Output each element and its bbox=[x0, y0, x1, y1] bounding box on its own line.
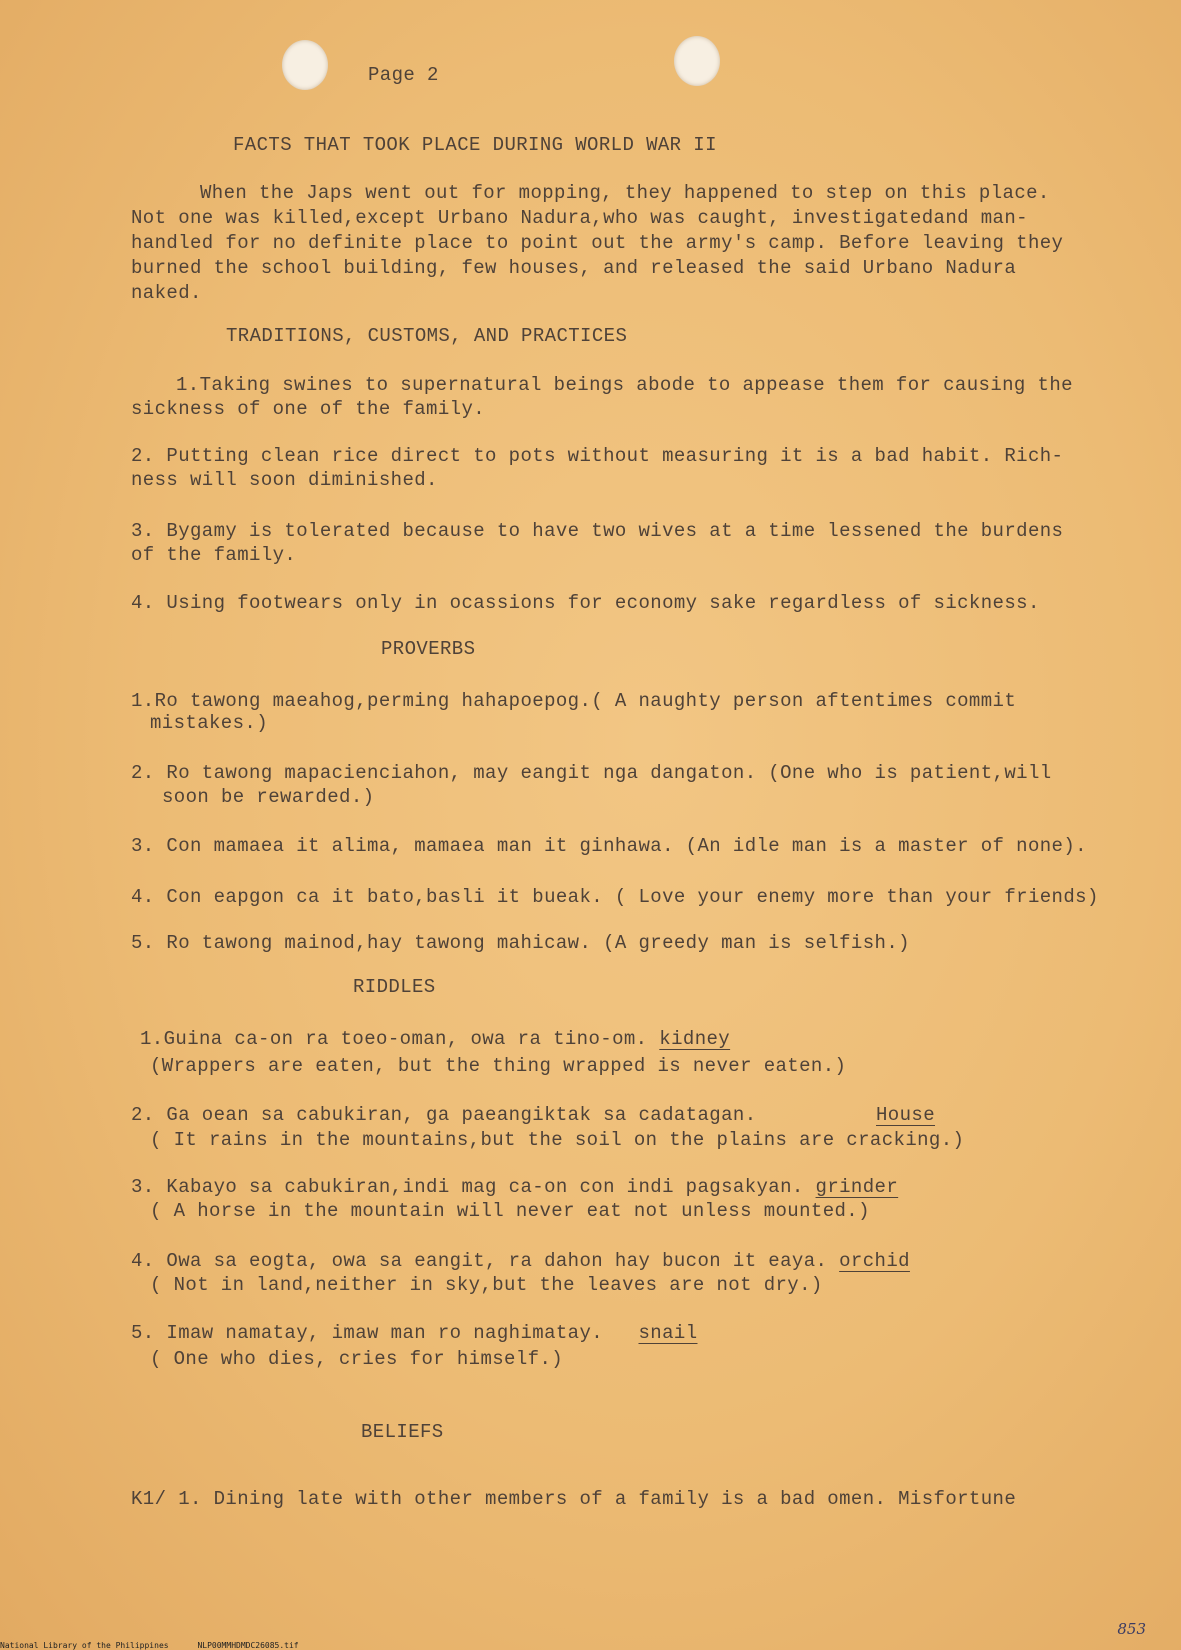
riddle-text: 5. Imaw namatay, imaw man ro naghimatay. bbox=[131, 1322, 604, 1344]
proverb-item-line: 4. Con eapgon ca it bato,basli it bueak. ( Love your enemy more than your friends) bbox=[131, 886, 1099, 908]
section-heading-wartime: FACTS THAT TOOK PLACE DURING WORLD WAR II bbox=[233, 134, 717, 156]
proverb-item-line: 3. Con mamaea it alima, mamaea man it ginhawa. (An idle man is a master of none). bbox=[131, 835, 1087, 857]
riddle-item bbox=[140, 1028, 730, 1050]
riddle-item bbox=[131, 1104, 757, 1126]
wartime-line: burned the school building, few houses, and released the said Urbano Nadura bbox=[131, 257, 1017, 279]
section-heading-proverbs: PROVERBS bbox=[381, 638, 476, 660]
tradition-item-line: 4. Using footwears only in ocassions for economy sake regardless of sickness. bbox=[131, 592, 1040, 614]
riddle-translation: ( A horse in the mountain will never eat not unless mounted.) bbox=[150, 1200, 870, 1222]
riddle-answer: snail bbox=[638, 1322, 698, 1344]
tradition-item-line: sickness of one of the family. bbox=[131, 398, 486, 420]
riddle-translation: ( It rains in the mountains,but the soil on the plains are cracking.) bbox=[150, 1129, 965, 1151]
archive-footer: National Library of the Philippines NLP00MMHDMDC26085.tif bbox=[0, 1641, 299, 1650]
proverb-item-line: soon be rewarded.) bbox=[162, 786, 375, 808]
riddle-text: 4. Owa sa eogta, owa sa eangit, ra dahon hay bucon it eaya. bbox=[131, 1250, 828, 1272]
riddle-item bbox=[131, 1322, 698, 1344]
section-heading-riddles: RIDDLES bbox=[353, 976, 436, 998]
riddle-answer-text: House bbox=[876, 1104, 936, 1126]
proverb-item-line: mistakes.) bbox=[150, 712, 269, 734]
proverb-item-line: 1.Ro tawong maeahog,perming hahapoepog.( A naughty person aftentimes commit bbox=[131, 690, 1017, 712]
section-heading-beliefs: BELIEFS bbox=[361, 1421, 444, 1443]
wartime-line: handled for no definite place to point out the army's camp. Before leaving they bbox=[131, 232, 1064, 254]
riddle-translation: ( Not in land,neither in sky,but the leaves are not dry.) bbox=[150, 1274, 823, 1296]
tradition-item-line: 2. Putting clean rice direct to pots without measuring it is a bad habit. Rich- bbox=[131, 445, 1064, 467]
tradition-item-line: 1.Taking swines to supernatural beings abode to appease them for causing the bbox=[176, 374, 1073, 396]
riddle-text: 3. Kabayo sa cabukiran,indi mag ca-on con indi pagsakyan. bbox=[131, 1176, 804, 1198]
handwritten-page-number: 853 bbox=[1117, 1620, 1146, 1638]
wartime-line: When the Japs went out for mopping, they happened to step on this place. bbox=[200, 182, 1050, 204]
riddle-translation: ( One who dies, cries for himself.) bbox=[150, 1348, 564, 1370]
riddle-text: 1.Guina ca-on ra toeo-oman, owa ra tino-om. bbox=[140, 1028, 648, 1050]
wartime-line: Not one was killed,except Urbano Nadura,who was caught, investigatedand man- bbox=[131, 207, 1028, 229]
proverb-item-line: 5. Ro tawong mainod,hay tawong mahicaw. (A greedy man is selfish.) bbox=[131, 932, 910, 954]
page-label: Page 2 bbox=[368, 64, 439, 86]
riddle-answer bbox=[876, 1104, 935, 1126]
riddle-answer: grinder bbox=[815, 1176, 899, 1198]
riddle-answer: orchid bbox=[839, 1250, 910, 1272]
riddle-item bbox=[131, 1250, 910, 1272]
punch-hole-left bbox=[282, 40, 328, 90]
proverb-item-line: 2. Ro tawong mapacienciahon, may eangit nga dangaton. (One who is patient,will bbox=[131, 762, 1052, 784]
section-heading-traditions: TRADITIONS, CUSTOMS, AND PRACTICES bbox=[226, 325, 628, 347]
riddle-translation: (Wrappers are eaten, but the thing wrapped is never eaten.) bbox=[150, 1055, 847, 1077]
tradition-item-line: of the family. bbox=[131, 544, 297, 566]
riddle-answer: kidney bbox=[659, 1028, 731, 1050]
belief-item-line: K1/ 1. Dining late with other members of a family is a bad omen. Misfortune bbox=[131, 1488, 1017, 1510]
tradition-item-line: ness will soon diminished. bbox=[131, 469, 438, 491]
riddle-text: 2. Ga oean sa cabukiran, ga paeangiktak sa cadatagan. bbox=[131, 1104, 757, 1126]
riddle-item bbox=[131, 1176, 898, 1198]
punch-hole-right bbox=[674, 36, 720, 86]
tradition-item-line: 3. Bygamy is tolerated because to have two wives at a time lessened the burdens bbox=[131, 520, 1064, 542]
wartime-line: naked. bbox=[131, 282, 202, 304]
